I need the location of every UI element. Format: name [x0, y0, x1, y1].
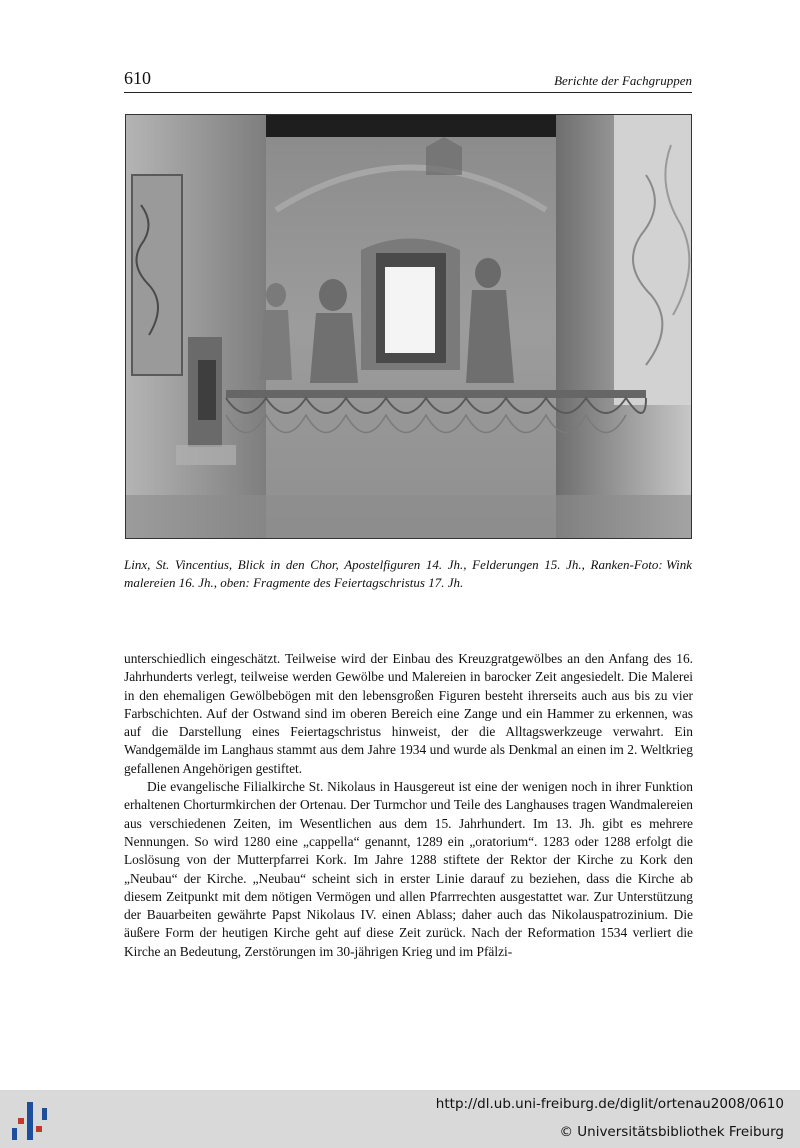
figure-caption: [124, 556, 692, 592]
body-text: [124, 650, 693, 961]
footer-url-link[interactable]: http://dl.ub.uni-freiburg.de/diglit/ortenau2008/0610: [435, 1096, 784, 1112]
caption-text: Linx, St. Vincentius, Blick in den Chor, Apostelfiguren 14. Jh., Felderungen 15. Jh., Rankenmalereien 16. Jh., oben: Fragmente des Feiertagschristus 17. Jh.: [124, 557, 634, 590]
page-number: 610: [124, 68, 151, 88]
footer-copyright: © Universitätsbibliothek Freiburg: [559, 1124, 784, 1140]
paragraph: unterschiedlich eingeschätzt. Teilweise wird der Einbau des Kreuzgratgewölbes an den Anfang des 16. Jahrhunderts verlegt, teilweise werden Gewölbe und Malereien in barocker Zeit angesiedelt. Die Malerei in den ehemaligen Gewölbebögen mit den lebensgroßen Figuren besteht ihrerseits auch aus bis zu vier Farbschichten. Auf der Ostwand sind im oberen Bereich eine Zange und ein Hammer zu erkennen, was auf die Darstellung eines Feiertagschristus hinweist, der die Alltagswerkzeuge verwahrt. Ein Wandgemälde im Langhaus stammt aus dem Jahre 1934 und wurde als Denkmal an einen im 2. Weltkrieg gefallenen Angehörigen gestiftet.: [124, 651, 693, 776]
caption-credit: Foto: Wink: [633, 557, 692, 572]
header-rule: [124, 92, 692, 93]
church-choir-photo: [125, 114, 692, 539]
library-logo-icon: [10, 1098, 50, 1142]
running-head: Berichte der Fachgruppen: [554, 73, 692, 88]
paragraph: Die evangelische Filialkirche St. Nikolaus in Hausgereut ist eine der wenigen noch in ihrer Funktion erhaltenen Chorturmkirchen der Ortenau. Der Turmchor und Teile des Langhauses tragen Wandmalereien aus verschiedenen Zeiten, im Wesentlichen aus dem 15. Jahrhundert. Im 13. Jh. gibt es mehrere Nennungen. So wird 1280 eine „cappella“ genannt, 1289 ein „oratorium“. 1283 oder 1288 erfolgt die Loslösung von der Mutterpfarrei Kork. Im Jahre 1288 stiftete der Rektor der Kirche zu Kork den „Neubau“ der Kirche. „Neubau“ scheint sich in erster Linie darauf zu beziehen, dass die Kirche ab diesem Zeitpunkt mit dem nötigen Vermögen und allen Pfarrrechten ausgestattet war. Zur Unterstützung der Bauarbeiten gewährte Papst Nikolaus IV. einen Ablass; daher auch das Nikolauspatrozinium. Die äußere Form der heutigen Kirche geht auf diese Zeit zurück. Nach der Reformation 1534 verliert die Kirche an Bedeutung, Zerstörungen im 30-jährigen Krieg und im Pfälzi-: [124, 779, 693, 959]
footer-bar: [0, 1090, 800, 1148]
